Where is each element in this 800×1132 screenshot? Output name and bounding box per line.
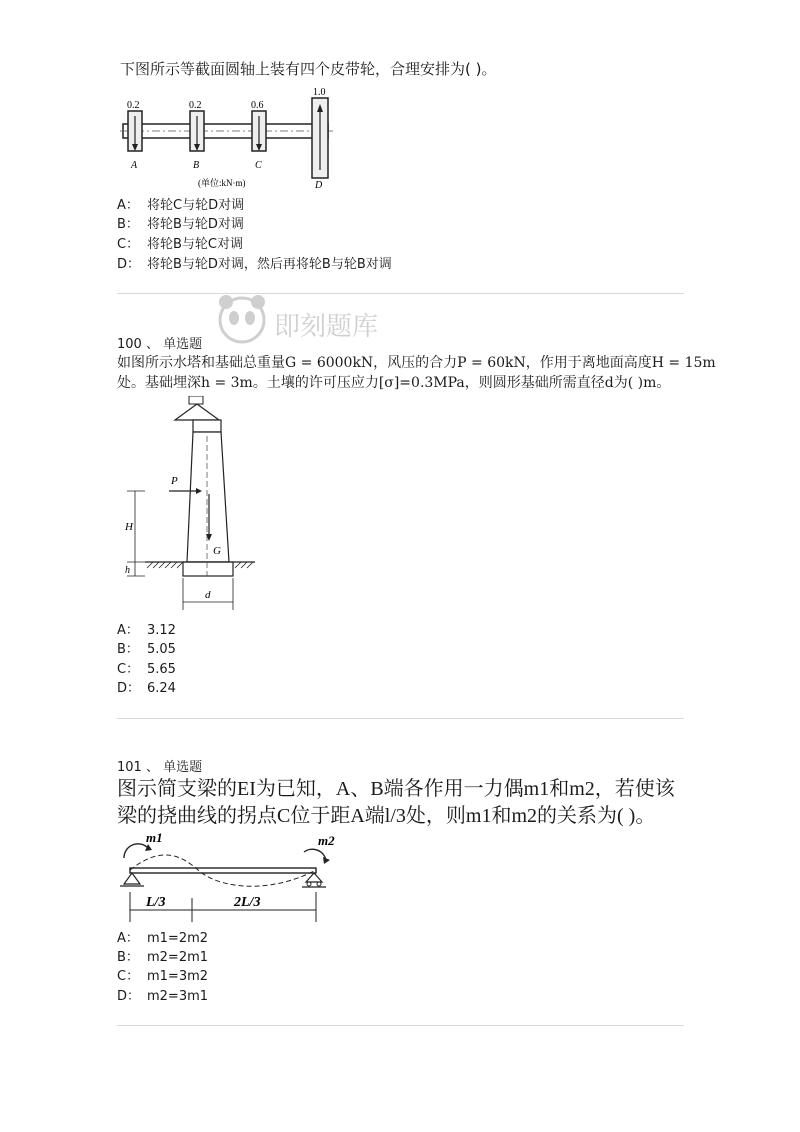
divider — [117, 1025, 684, 1026]
watermark-text: 即刻题库 — [274, 312, 379, 342]
option-d[interactable]: D： 将轮B与轮D对调，然后再将轮B与轮B对调 — [117, 257, 392, 272]
support-a — [124, 873, 140, 884]
moment-m2-icon — [304, 849, 326, 860]
option-b[interactable]: B： 将轮B与轮D对调 — [117, 217, 244, 232]
tower-tank — [193, 420, 221, 432]
option-d[interactable]: D： 6.24 — [117, 681, 176, 696]
option-c[interactable]: C： m1=3m2 — [117, 969, 209, 984]
pulley-label-b: B — [193, 160, 200, 171]
label-h-upper: H — [125, 521, 133, 533]
option-a[interactable]: A： 将轮C与轮D对调 — [117, 198, 245, 213]
torque-label-b: 0.2 — [189, 100, 202, 111]
panda-logo-icon — [219, 295, 265, 342]
beam-figure — [118, 830, 348, 926]
watermark — [212, 290, 412, 354]
option-a[interactable]: A： m1=2m2 — [117, 931, 209, 946]
moment-m1-icon — [124, 844, 148, 858]
option-c[interactable]: C： 将轮B与轮C对调 — [117, 237, 243, 252]
question-100-header: 100 、 单选题 — [117, 337, 203, 352]
option-d[interactable]: D： m2=3m1 — [117, 989, 209, 1004]
label-m1: m1 — [146, 830, 163, 845]
label-2l3: 2L/3 — [234, 895, 261, 910]
divider — [117, 718, 684, 719]
water-tower-figure — [117, 396, 267, 616]
shaft-pulley-figure — [118, 84, 346, 194]
unit-label: (单位:kN·m) — [198, 178, 246, 188]
tower-foundation — [183, 562, 233, 576]
question-101-text-line1: 图示简支梁的EI为已知，A、B端各作用一力偶m1和m2，若使该 — [117, 778, 675, 800]
option-b[interactable]: B： m2=2m1 — [117, 950, 209, 965]
question-99-text: 下图所示等截面圆轴上装有四个皮带轮，合理安排为( )。 — [120, 60, 497, 78]
label-d: d — [205, 589, 211, 601]
label-h-lower: h — [125, 565, 130, 576]
pulley-label-a: A — [131, 160, 138, 171]
question-100-text-line2: 处。基础埋深h = 3m。土壤的许可压应力[σ]=0.3MPa，则圆形基础所需直径d为( )m。 — [117, 375, 671, 391]
label-l3: L/3 — [146, 895, 166, 910]
label-p: P — [171, 475, 178, 487]
label-m2: m2 — [318, 833, 335, 848]
option-a[interactable]: A： 3.12 — [117, 623, 176, 638]
torque-label-c: 0.6 — [251, 100, 264, 111]
pulley-label-c: C — [255, 160, 262, 171]
tower-roof — [175, 404, 219, 420]
question-101-header: 101 、 单选题 — [117, 760, 203, 775]
label-g: G — [213, 545, 221, 557]
option-b[interactable]: B： 5.05 — [117, 642, 176, 657]
support-b — [306, 873, 322, 882]
tower-body — [187, 432, 229, 562]
pulley-label-d: D — [315, 180, 323, 191]
option-c[interactable]: C： 5.65 — [117, 662, 176, 677]
simply-supported-beam — [130, 868, 316, 873]
question-101-text-line2: 梁的挠曲线的拐点C位于距A端l/3处，则m1和m2的关系为( )。 — [117, 805, 656, 827]
question-100-text-line1: 如图所示水塔和基础总重量G = 6000kN，风压的合力P = 60kN，作用于离地面高度H = 15m — [117, 355, 716, 371]
torque-label-a: 0.2 — [127, 100, 140, 111]
torque-label-d: 1.0 — [313, 87, 326, 98]
